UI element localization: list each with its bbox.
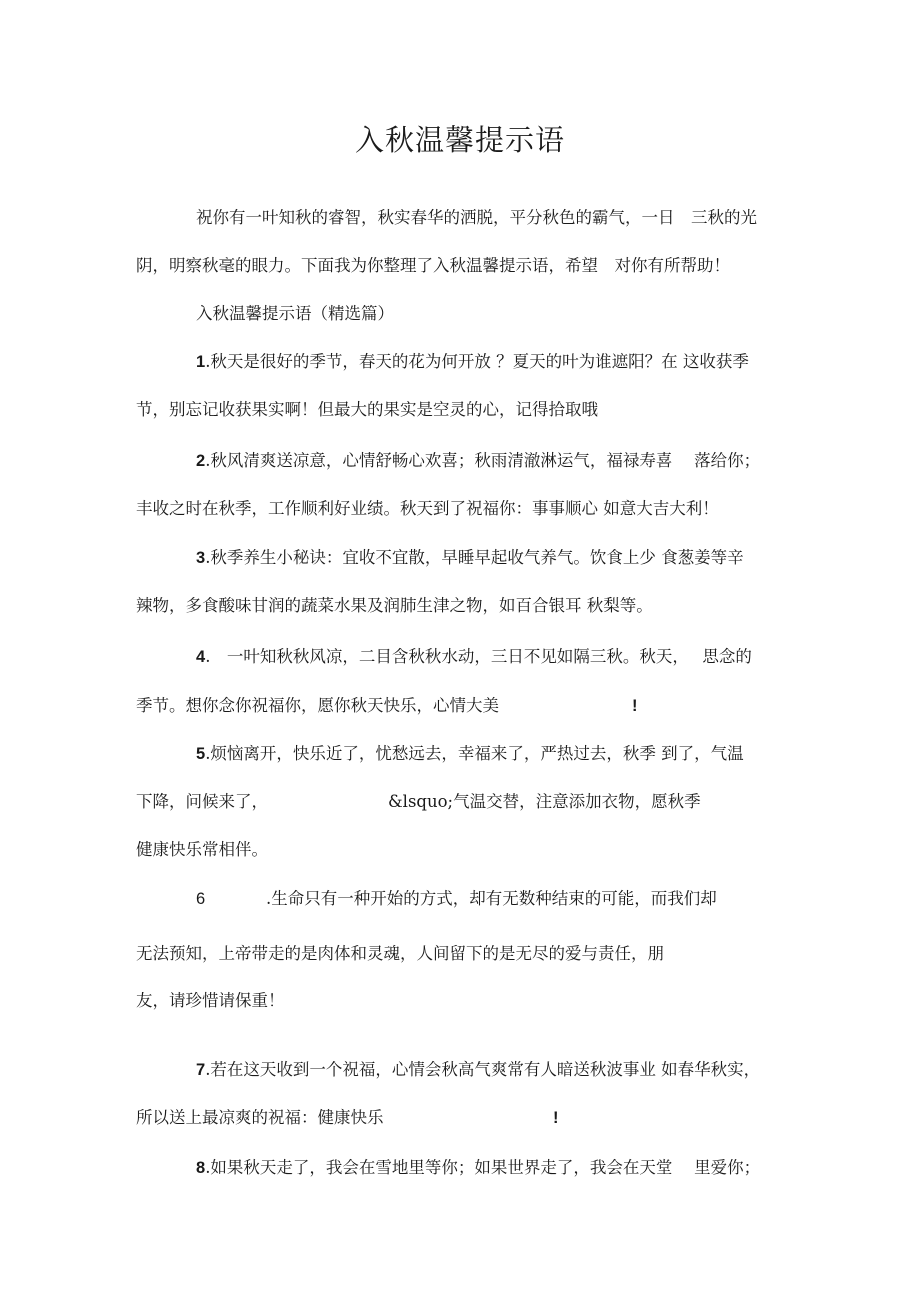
item-number: 4 — [196, 648, 206, 666]
item-5-line-1 — [196, 743, 744, 765]
section-heading: 入秋温馨提示语（精选篇） — [196, 304, 394, 323]
item-number: 5 — [196, 745, 206, 763]
item-text: .秋天是很好的季节，春天的花为何开放 ？夏天的叶为谁遮阳？在 这收获季 — [205, 352, 749, 371]
item-1-line-1 — [196, 351, 749, 373]
item-6-line-1: .生命只有一种开始的方式，却有无数种结束的可能，而我们却 — [266, 889, 717, 908]
item-text: .秋季养生小秘诀：宜收不宜散，早睡早起收气养气。饮食上少 食葱姜等辛 — [205, 548, 744, 567]
item-7-exclamation: ! — [553, 1109, 559, 1127]
item-5-line-3: 健康快乐常相伴。 — [136, 840, 268, 859]
item-text: .秋风清爽送凉意，心情舒畅心欢喜；秋雨清澈淋运气，福禄寿喜 落给你； — [205, 451, 761, 470]
item-5-line-2a: 下降，问候来了， — [136, 792, 268, 811]
item-3-line-2: 辣物，多食酸味甘润的蔬菜水果及润肺生津之物，如百合银耳 秋梨等。 — [136, 596, 653, 615]
intro-line-2: 阴，明察秋毫的眼力。下面我为你整理了入秋温馨提示语，希望 对你有所帮助！ — [136, 256, 730, 275]
item-4-line-2: 季节。想你念你祝福你，愿你秋天快乐，心情大美 — [136, 696, 499, 715]
item-5-line-2b: &lsquo;气温交替，注意添加衣物，愿秋季 — [388, 792, 701, 811]
item-number: 1 — [196, 353, 206, 371]
item-7-line-2: 所以送上最凉爽的祝福：健康快乐 — [136, 1108, 384, 1127]
item-number: 3 — [196, 549, 206, 567]
item-2-line-1 — [196, 450, 760, 472]
item-6-line-2: 无法预知，上帝带走的是肉体和灵魂，人间留下的是无尽的爱与责任，朋 — [136, 944, 664, 963]
item-number: 2 — [196, 452, 206, 470]
item-8-line-1 — [196, 1157, 760, 1179]
item-3-line-1 — [196, 547, 744, 569]
item-text: .若在这天收到一个祝福，心情会秋高气爽常有人暗送秋波事业 如春华秋实， — [205, 1060, 761, 1079]
item-2-line-2: 丰收之时在秋季，工作顺利好业绩。秋天到了祝福你：事事顺心 如意大吉大利！ — [136, 499, 719, 518]
intro-line-1: 祝你有一叶知秋的睿智，秋实春华的洒脱，平分秋色的霸气，一日 三秋的光 — [196, 208, 757, 227]
item-text: .如果秋天走了，我会在雪地里等你；如果世界走了，我会在天堂 里爱你； — [205, 1158, 761, 1177]
item-6-number: 6 — [196, 890, 206, 908]
item-number: 7 — [196, 1061, 206, 1079]
page-title: 入秋温馨提示语 — [354, 123, 565, 157]
item-7-line-1 — [196, 1059, 760, 1081]
item-number: 8 — [196, 1159, 206, 1177]
item-4-exclamation: ! — [632, 697, 638, 715]
item-text: .烦恼离开，快乐近了，忧愁远去，幸福来了，严热过去，秋季 到了，气温 — [205, 744, 744, 763]
item-4-line-1 — [196, 646, 752, 668]
item-6-line-3: 友，请珍惜请保重！ — [136, 991, 285, 1010]
item-text: . 一叶知秋秋风凉，二目含秋秋水动，三日不见如隔三秋。秋天， 思念的 — [205, 647, 752, 666]
item-1-line-2: 节，别忘记收获果实啊！但最大的果实是空灵的心，记得拾取哦 — [136, 400, 598, 419]
